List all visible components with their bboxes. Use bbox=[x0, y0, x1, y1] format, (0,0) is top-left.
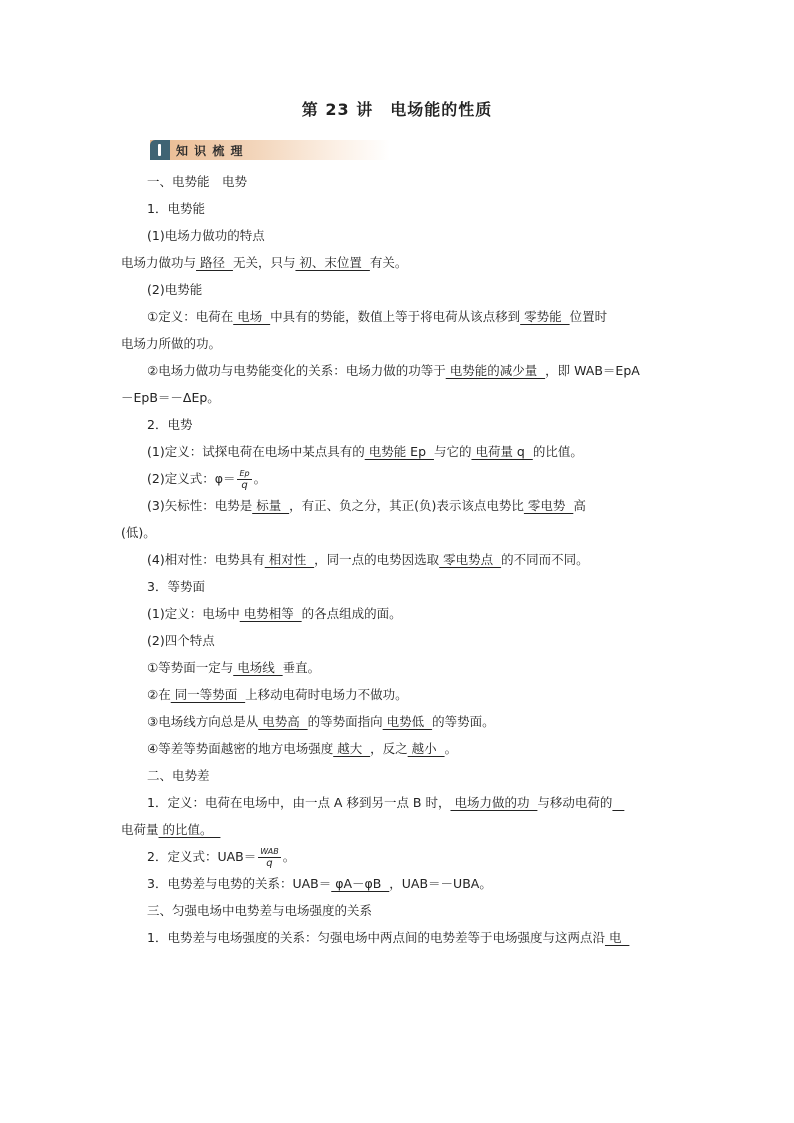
body-line: ④等差等势面越密的地方电场强度 越大 ，反之 越小 。 bbox=[147, 741, 458, 756]
heading-1: 三、匀强电场中电势差与电场强度的关系 bbox=[147, 903, 373, 918]
body-line-cont: 电荷量 的比值。 bbox=[121, 822, 221, 837]
body-line: ③电场线方向总是从 电势高 的等势面指向 电势低 的等势面。 bbox=[147, 714, 495, 729]
formula-line: (2)定义式：φ＝ $\frac{Ep}{q}$ 。 bbox=[147, 469, 267, 491]
subheading: (1)电场力做功的特点 bbox=[147, 228, 265, 243]
body-line: ①定义：电荷在 电场 中具有的势能，数值上等于将电荷从该点移到 零势能 位置时 bbox=[147, 309, 608, 324]
heading-2: 1．电势能 bbox=[147, 201, 205, 216]
body-line-cont: (低)。 bbox=[121, 525, 156, 540]
document-body bbox=[121, 168, 676, 951]
heading-1: 二、电势差 bbox=[147, 768, 210, 783]
section-banner bbox=[150, 140, 390, 160]
body-line: ②在 同一等势面 上移动电荷时电场力不做功。 bbox=[147, 687, 408, 702]
heading-1: 一、电势能 电势 bbox=[147, 174, 248, 189]
body-line: (1)定义：电场中 电势相等 的各点组成的面。 bbox=[147, 606, 402, 621]
formula-line: 2．定义式：UAB＝ $\frac{\text{WAB}}{q}$ 。 bbox=[147, 847, 296, 869]
body-line: ②电场力做功与电势能变化的关系：电场力做的功等于 电势能的减少量 ，即 WAB＝EpA bbox=[147, 363, 640, 378]
section-banner-label: 知 识 梳 理 bbox=[176, 144, 244, 158]
subheading: (2)四个特点 bbox=[147, 633, 215, 648]
body-line-cont: 电场力所做的功。 bbox=[121, 336, 222, 351]
body-line: 电场力做功与 路径 无关，只与 初、末位置 有关。 bbox=[121, 255, 408, 270]
body-line: ①等势面一定与 电场线 垂直。 bbox=[147, 660, 321, 675]
body-line: 1．电势差与电场强度的关系：匀强电场中两点间的电势差等于电场强度与这两点沿 电 bbox=[147, 930, 630, 945]
heading-2: 3．等势面 bbox=[147, 579, 205, 594]
body-line-cont: －EpB＝－ΔEp。 bbox=[121, 390, 220, 405]
heading-2: 2．电势 bbox=[147, 417, 193, 432]
page-title: 第 23 讲 电场能的性质 bbox=[301, 100, 493, 119]
body-line: (1)定义：试探电荷在电场中某点具有的 电势能 Ep 与它的 电荷量 q 的比值。 bbox=[147, 444, 583, 459]
body-line: (4)相对性：电势具有 相对性 ，同一点的电势因选取 零电势点 的不同而不同。 bbox=[147, 552, 589, 567]
body-line: (3)矢标性：电势是 标量 ，有正、负之分，其正(负)表示该点电势比 零电势 高 bbox=[147, 498, 586, 513]
formula-line: 3．电势差与电势的关系：UAB＝ φA－φB ，UAB＝－UBA。 bbox=[147, 876, 492, 891]
subheading: (2)电势能 bbox=[147, 282, 203, 297]
body-line: 1．定义：电荷在电场中，由一点 A 移到另一点 B 时， 电场力做的功 与移动电荷的 bbox=[147, 795, 613, 810]
bookmark-icon bbox=[150, 140, 170, 160]
